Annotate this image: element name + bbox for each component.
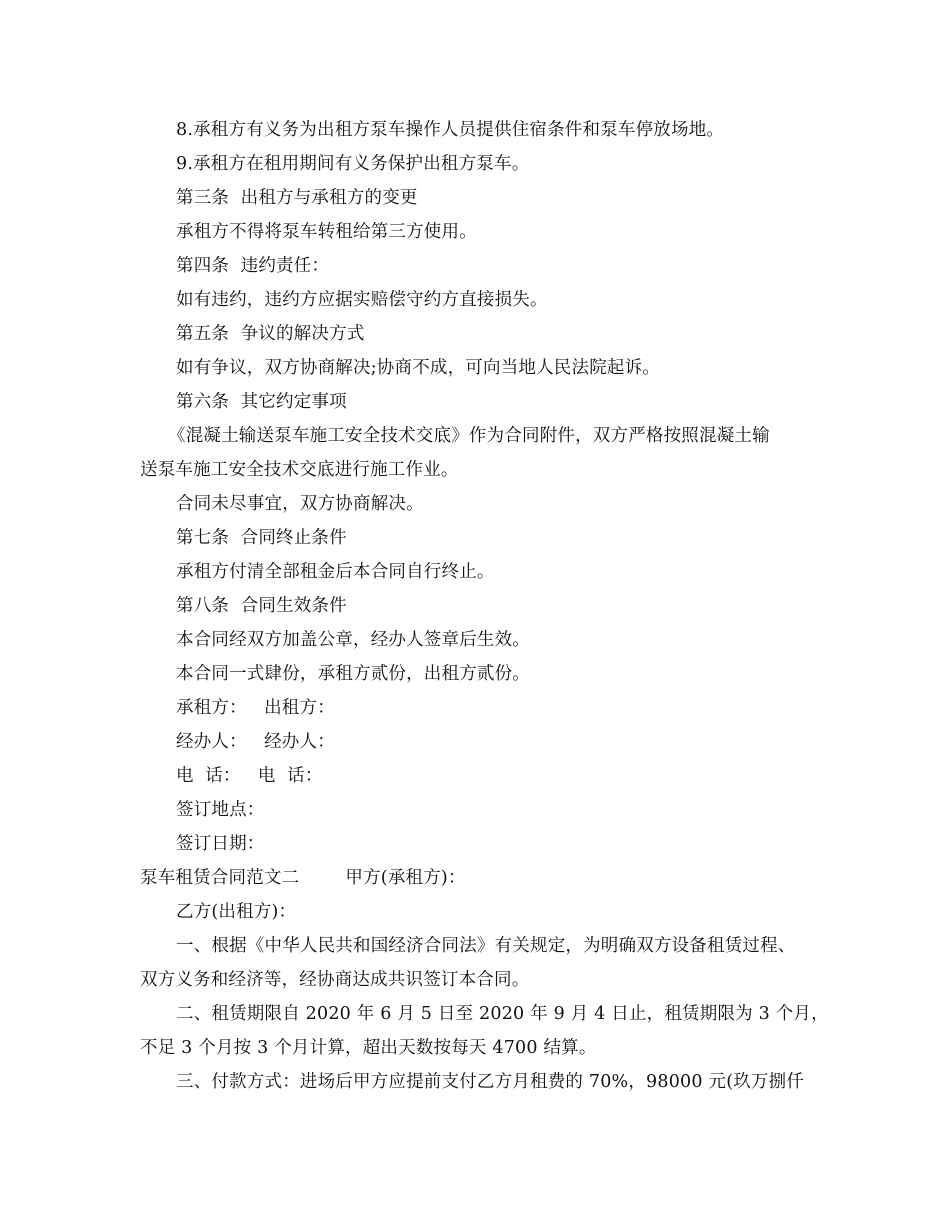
text-line: 如有争议，双方协商解决;协商不成，可向当地人民法院起诉。 [176,358,660,378]
text-line: 承租方付清全部租金后本合同自行终止。 [176,562,495,582]
text-line: 《混凝土输送泵车施工安全技术交底》作为合同附件，双方严格按照混凝土输 [168,426,770,446]
signature-field: 经办人： 经办人： [176,732,335,752]
signature-field: 电 话： 电 话： [176,766,323,786]
document-title: 泵车租赁合同范文二 甲方(承租方)： [140,868,466,888]
text-line: 三、付款方式：进场后甲方应提前支付乙方月租费的 70%，98000 元(玖万捌仟 [176,1072,805,1092]
text-line: 8.承租方有义务为出租方泵车操作人员提供住宿条件和泵车停放场地。 [176,120,725,140]
section-heading: 第六条 其它约定事项 [176,392,347,412]
section-heading: 第七条 合同终止条件 [176,528,347,548]
text-line: 如有违约，违约方应据实赔偿守约方直接损失。 [176,290,548,310]
text-line: 双方义务和经济等，经协商达成共识签订本合同。 [140,970,530,990]
text-line: 不足 3 个月按 3 个月计算，超出天数按每天 4700 结算。 [140,1038,597,1058]
signature-field: 承租方： 出租方： [176,698,335,718]
section-heading: 第三条 出租方与承租方的变更 [176,188,418,208]
section-heading: 第五条 争议的解决方式 [176,324,365,344]
text-line: 二、租赁期限自 2020 年 6 月 5 日至 2020 年 9 月 4 日止，租赁期限为 3 个月， [176,1004,829,1024]
text-line: 本合同经双方加盖公章，经办人签章后生效。 [176,630,530,650]
text-line: 本合同一式肆份，承租方贰份，出租方贰份。 [176,664,530,684]
party-field: 乙方(出租方)： [176,902,297,922]
text-line: 9.承租方在租用期间有义务保护出租方泵车。 [176,154,530,174]
text-line: 一、根据《中华人民共和国经济合同法》有关规定，为明确双方设备租赁过程、 [176,936,796,956]
text-line: 合同未尽事宜，双方协商解决。 [176,494,424,514]
signature-field: 签订地点： [176,800,265,820]
signature-field: 签订日期： [176,834,265,854]
text-line: 送泵车施工安全技术交底进行施工作业。 [140,460,459,480]
section-heading: 第四条 违约责任： [176,256,330,276]
section-heading: 第八条 合同生效条件 [176,596,347,616]
text-line: 承租方不得将泵车转租给第三方使用。 [176,222,477,242]
